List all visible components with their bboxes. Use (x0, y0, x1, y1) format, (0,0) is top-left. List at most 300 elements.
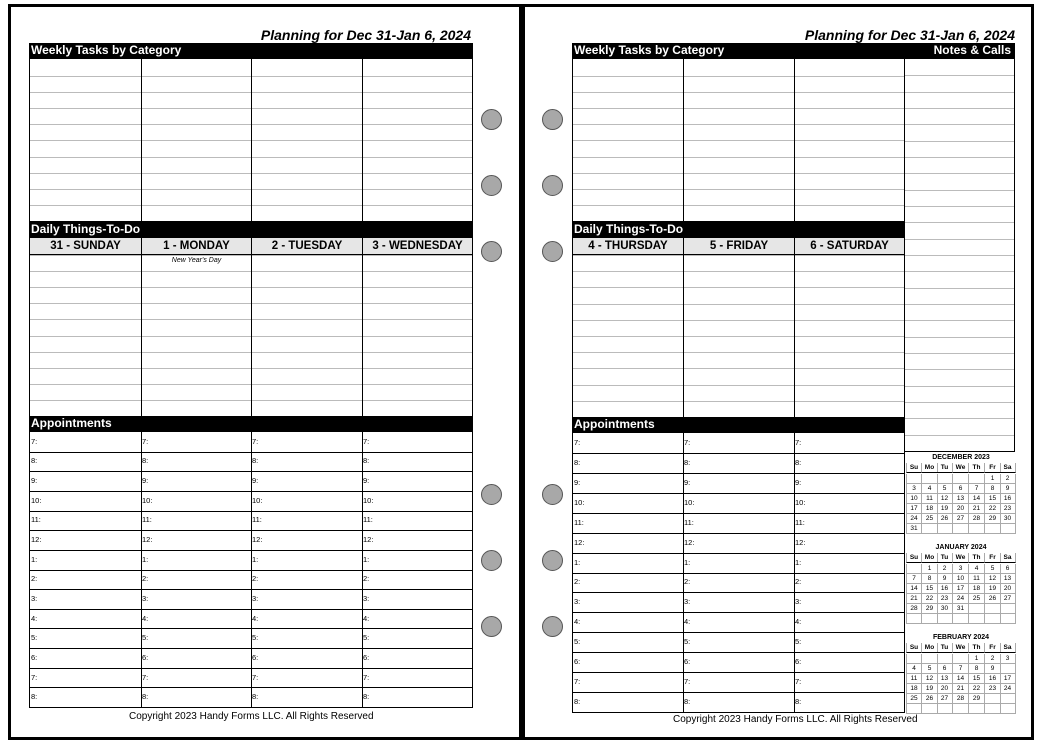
time-label: 8: (142, 692, 149, 701)
weekly-tasks-grid[interactable] (572, 58, 905, 222)
calendar-day: 28 (953, 694, 969, 704)
calendar-day: 9 (937, 574, 953, 584)
time-label: 2: (795, 577, 802, 586)
time-label: 3: (252, 594, 259, 603)
calendar-weekday: Th (969, 643, 985, 653)
ruled-line (573, 304, 904, 305)
ruled-line (573, 553, 904, 554)
time-label: 12: (574, 538, 585, 547)
calendar-day: 2 (985, 654, 1001, 664)
ruled-line (573, 76, 904, 77)
time-label: 6: (684, 657, 691, 666)
time-label: 4: (684, 617, 691, 626)
ruled-line (905, 75, 1014, 76)
time-label: 8: (363, 692, 370, 701)
time-label: 10: (142, 496, 153, 505)
time-label: 12: (795, 538, 806, 547)
time-label: 10: (574, 498, 585, 507)
time-label: 10: (252, 496, 263, 505)
time-label: 8: (574, 458, 581, 467)
calendar-day: 23 (1000, 504, 1016, 514)
time-label: 2: (684, 577, 691, 586)
calendar-weekday: Su (906, 553, 922, 563)
calendar-title: DECEMBER 2023 (932, 454, 990, 461)
calendar-day: 4 (906, 664, 922, 674)
daily-todo-grid[interactable] (572, 237, 905, 418)
notes-calls-grid[interactable] (904, 58, 1015, 452)
ruled-line (573, 612, 904, 613)
time-label: 7: (142, 437, 149, 446)
weekly-tasks-header (29, 43, 473, 58)
calendar-day: 28 (906, 604, 922, 614)
calendar-title: FEBRUARY 2024 (932, 634, 990, 641)
binder-hole (542, 616, 563, 637)
time-label: 7: (795, 438, 802, 447)
ruled-line (573, 652, 904, 653)
calendar-day: 24 (906, 514, 922, 524)
time-label: 1: (795, 558, 802, 567)
time-label: 6: (142, 653, 149, 662)
ruled-line (573, 205, 904, 206)
calendar-day (969, 614, 985, 624)
calendar-weekday: We (953, 643, 969, 653)
day-header: 6 - SATURDAY (794, 238, 904, 255)
time-label: 8: (142, 456, 149, 465)
column-divider (683, 255, 684, 417)
time-label: 4: (574, 617, 581, 626)
ruled-line (573, 157, 904, 158)
calendar-weekday: Fr (985, 643, 1001, 653)
time-label: 4: (795, 617, 802, 626)
calendar-day (1000, 664, 1016, 674)
calendar-day: 3 (906, 484, 922, 494)
time-label: 12: (363, 535, 374, 544)
day-header: 2 - TUESDAY (251, 238, 362, 255)
time-label: 5: (142, 633, 149, 642)
daily-todo-title: Daily Things-To-Do (574, 222, 684, 236)
ruled-line (905, 271, 1014, 272)
calendar-day: 29 (922, 604, 938, 614)
calendar-day: 25 (969, 594, 985, 604)
binder-hole (542, 484, 563, 505)
time-label: 7: (252, 673, 259, 682)
ruled-line (573, 368, 904, 369)
calendar-day: 23 (985, 684, 1001, 694)
calendar-day: 19 (937, 504, 953, 514)
calendar-day (1000, 694, 1016, 704)
calendar-day: 26 (985, 594, 1001, 604)
time-label: 7: (795, 677, 802, 686)
time-label: 1: (363, 555, 370, 564)
binder-hole (481, 241, 502, 262)
calendar-day: 13 (953, 494, 969, 504)
calendar-day: 30 (937, 604, 953, 614)
time-label: 9: (363, 476, 370, 485)
binder-hole (542, 241, 563, 262)
time-label: 2: (574, 577, 581, 586)
time-label: 8: (252, 456, 259, 465)
time-label: 1: (684, 558, 691, 567)
calendar-day: 27 (953, 514, 969, 524)
calendar-weekday: We (953, 553, 969, 563)
column-divider (251, 255, 252, 416)
calendar-day: 16 (937, 584, 953, 594)
time-label: 3: (795, 597, 802, 606)
calendar-day (985, 604, 1001, 614)
calendar-weekday: Fr (985, 553, 1001, 563)
calendar-day (922, 474, 938, 484)
ruled-line (905, 320, 1014, 321)
calendar-day: 22 (985, 504, 1001, 514)
copyright: Copyright 2023 Handy Forms LLC. All Rights Reserved (129, 711, 374, 722)
calendar-day: 29 (985, 514, 1001, 524)
ruled-line (905, 222, 1014, 223)
time-label: 11: (795, 518, 805, 527)
time-label: 8: (252, 692, 259, 701)
calendar-weekday: Su (906, 463, 922, 473)
calendar-day: 29 (969, 694, 985, 704)
time-label: 3: (574, 597, 581, 606)
calendar-day: 22 (969, 684, 985, 694)
time-label: 10: (684, 498, 695, 507)
calendar-weekday: Su (906, 643, 922, 653)
appointments-title: Appointments (31, 416, 112, 430)
daily-todo-title: Daily Things-To-Do (31, 222, 141, 236)
time-label: 5: (684, 637, 691, 646)
calendar-day: 31 (906, 524, 922, 534)
time-label: 9: (31, 476, 38, 485)
column-divider (794, 59, 795, 221)
column-divider (362, 59, 363, 221)
column-divider (794, 255, 795, 417)
calendar-day: 10 (953, 574, 969, 584)
appointments-title: Appointments (574, 417, 655, 431)
time-label: 7: (574, 677, 581, 686)
calendar-day: 2 (1000, 474, 1016, 484)
time-label: 12: (142, 535, 153, 544)
calendar-day: 11 (969, 574, 985, 584)
calendar-day: 20 (1000, 584, 1016, 594)
calendar-day (969, 524, 985, 534)
calendar-weekday: We (953, 463, 969, 473)
column-divider (251, 432, 252, 707)
calendar-day: 17 (906, 504, 922, 514)
ruled-line (573, 336, 904, 337)
calendar-day (906, 564, 922, 574)
calendar-day: 21 (969, 504, 985, 514)
daily-todo-grid[interactable] (29, 237, 473, 417)
calendar-day: 24 (1000, 684, 1016, 694)
ruled-line (905, 435, 1014, 436)
calendar-day: 12 (922, 674, 938, 684)
calendar-day: 12 (985, 574, 1001, 584)
time-label: 10: (31, 496, 42, 505)
ruled-line (905, 157, 1014, 158)
time-label: 7: (684, 438, 691, 447)
calendar-weekday: Th (969, 463, 985, 473)
time-label: 5: (363, 633, 370, 642)
column-divider (683, 433, 684, 712)
appointments-header (572, 417, 905, 432)
calendar-day: 16 (985, 674, 1001, 684)
calendar-day: 25 (922, 514, 938, 524)
time-label: 2: (363, 574, 370, 583)
calendar-day (922, 614, 938, 624)
calendar-weekday: Tu (937, 553, 953, 563)
calendar-weekday: Fr (985, 463, 1001, 473)
ruled-line (573, 173, 904, 174)
column-divider (362, 255, 363, 416)
calendar-day (1000, 704, 1016, 714)
time-label: 8: (574, 697, 581, 706)
time-label: 8: (31, 456, 38, 465)
ruled-line (573, 632, 904, 633)
calendar-day: 10 (906, 494, 922, 504)
calendar-weekday: Tu (937, 463, 953, 473)
calendar-day: 28 (969, 514, 985, 524)
calendar-day: 20 (937, 684, 953, 694)
time-label: 4: (252, 614, 259, 623)
appointments-grid[interactable] (29, 431, 473, 708)
calendar-day (906, 654, 922, 664)
time-label: 1: (142, 555, 149, 564)
time-label: 7: (252, 437, 259, 446)
calendar-day: 21 (953, 684, 969, 694)
appointments-grid[interactable] (572, 432, 905, 713)
calendar-day: 5 (937, 484, 953, 494)
time-label: 7: (684, 677, 691, 686)
calendar-day: 11 (906, 674, 922, 684)
time-label: 5: (574, 637, 581, 646)
calendar-day: 27 (1000, 594, 1016, 604)
calendar-day: 15 (985, 494, 1001, 504)
calendar-day: 4 (969, 564, 985, 574)
ruled-line (905, 190, 1014, 191)
ruled-line (573, 352, 904, 353)
page-title: Planning for Dec 31-Jan 6, 2024 (804, 27, 1015, 43)
ruled-line (905, 418, 1014, 419)
calendar-day (906, 704, 922, 714)
column-divider (141, 59, 142, 221)
calendar-weekday: Mo (922, 463, 938, 473)
calendar-day (985, 614, 1001, 624)
calendar-day: 19 (922, 684, 938, 694)
calendar-day: 7 (906, 574, 922, 584)
calendar-day: 18 (906, 684, 922, 694)
time-label: 8: (684, 697, 691, 706)
calendar-day: 1 (969, 654, 985, 664)
time-label: 9: (574, 478, 581, 487)
ruled-line (573, 124, 904, 125)
weekly-tasks-title: Weekly Tasks by Category (31, 43, 182, 57)
calendar-day: 8 (969, 664, 985, 674)
time-label: 7: (142, 673, 149, 682)
calendar-day (906, 614, 922, 624)
calendar-day: 6 (937, 664, 953, 674)
time-label: 9: (142, 476, 149, 485)
notes-calls-title: Notes & Calls (933, 43, 1011, 57)
calendar-day: 9 (1000, 484, 1016, 494)
ruled-line (905, 255, 1014, 256)
ruled-line (573, 453, 904, 454)
time-label: 3: (684, 597, 691, 606)
calendar-day (953, 654, 969, 664)
time-label: 1: (31, 555, 38, 564)
calendar-day: 9 (985, 664, 1001, 674)
time-label: 10: (795, 498, 806, 507)
calendar-day: 7 (969, 484, 985, 494)
appointments-header (29, 416, 473, 431)
ruled-line (905, 353, 1014, 354)
calendar-day (953, 474, 969, 484)
calendar-day: 19 (985, 584, 1001, 594)
calendar-day (1000, 524, 1016, 534)
time-label: 7: (31, 437, 38, 446)
ruled-line (905, 206, 1014, 207)
ruled-line (905, 304, 1014, 305)
time-label: 3: (142, 594, 149, 603)
time-label: 6: (252, 653, 259, 662)
time-label: 11: (363, 515, 373, 524)
holiday-label: New Year's Day (171, 257, 222, 264)
ruled-line (573, 140, 904, 141)
calendar-day (953, 704, 969, 714)
time-label: 6: (31, 653, 38, 662)
day-header: 5 - FRIDAY (683, 238, 794, 255)
time-label: 8: (363, 456, 370, 465)
calendar-day: 26 (937, 514, 953, 524)
weekly-tasks-header (572, 43, 1015, 58)
day-header: 31 - SUNDAY (30, 238, 141, 255)
binder-hole (481, 550, 502, 571)
ruled-line (573, 513, 904, 514)
day-header: 3 - WEDNESDAY (362, 238, 472, 255)
calendar-day: 11 (922, 494, 938, 504)
time-label: 8: (31, 692, 38, 701)
calendar-weekday: Mo (922, 553, 938, 563)
time-label: 12: (31, 535, 42, 544)
calendar-day (937, 524, 953, 534)
ruled-line (905, 386, 1014, 387)
calendar-day (985, 524, 1001, 534)
calendar-day: 14 (906, 584, 922, 594)
calendar-day (953, 524, 969, 534)
page-title: Planning for Dec 31-Jan 6, 2024 (260, 27, 471, 43)
calendar-day (1000, 604, 1016, 614)
time-label: 4: (142, 614, 149, 623)
time-label: 2: (31, 574, 38, 583)
binder-hole (542, 550, 563, 571)
time-label: 6: (574, 657, 581, 666)
time-label: 9: (252, 476, 259, 485)
left-page (8, 4, 522, 740)
time-label: 11: (684, 518, 694, 527)
binder-hole (542, 109, 563, 130)
column-divider (794, 433, 795, 712)
binder-hole (481, 484, 502, 505)
column-divider (251, 59, 252, 221)
calendar-day: 8 (985, 484, 1001, 494)
calendar-day (922, 704, 938, 714)
calendar-day: 22 (922, 594, 938, 604)
calendar-day: 4 (922, 484, 938, 494)
ruled-line (573, 385, 904, 386)
time-label: 4: (31, 614, 38, 623)
calendar-day (937, 614, 953, 624)
calendar-day (906, 474, 922, 484)
time-label: 2: (142, 574, 149, 583)
calendar-weekday: Mo (922, 643, 938, 653)
time-label: 8: (795, 458, 802, 467)
time-label: 2: (252, 574, 259, 583)
column-divider (141, 255, 142, 416)
calendar-day (937, 654, 953, 664)
calendar-day: 6 (953, 484, 969, 494)
binder-hole (481, 175, 502, 196)
calendar-day: 7 (953, 664, 969, 674)
ruled-line (573, 189, 904, 190)
calendar-day: 15 (922, 584, 938, 594)
time-label: 3: (363, 594, 370, 603)
calendar-day: 3 (953, 564, 969, 574)
weekly-tasks-title: Weekly Tasks by Category (574, 43, 725, 57)
calendar-weekday: Tu (937, 643, 953, 653)
calendar-day: 20 (953, 504, 969, 514)
calendar-day: 8 (922, 574, 938, 584)
day-header: 4 - THURSDAY (573, 238, 683, 255)
calendar-day: 5 (922, 664, 938, 674)
calendar-day (953, 614, 969, 624)
binder-hole (481, 109, 502, 130)
weekly-tasks-grid[interactable] (29, 58, 473, 222)
column-divider (362, 432, 363, 707)
time-label: 5: (31, 633, 38, 642)
daily-todo-header (572, 222, 905, 237)
time-label: 12: (684, 538, 695, 547)
ruled-line (573, 255, 904, 256)
calendar-day: 14 (969, 494, 985, 504)
ruled-line (573, 672, 904, 673)
ruled-line (573, 287, 904, 288)
calendar-day (969, 604, 985, 614)
time-label: 5: (252, 633, 259, 642)
time-label: 4: (363, 614, 370, 623)
calendar-weekday: Sa (1000, 553, 1016, 563)
column-divider (141, 432, 142, 707)
calendar-day: 17 (1000, 674, 1016, 684)
ruled-line (905, 124, 1014, 125)
calendar-day: 1 (985, 474, 1001, 484)
ruled-line (573, 108, 904, 109)
time-label: 1: (252, 555, 259, 564)
time-label: 3: (31, 594, 38, 603)
column-divider (683, 59, 684, 221)
ruled-line (573, 692, 904, 693)
ruled-line (573, 473, 904, 474)
calendar-day: 31 (953, 604, 969, 614)
time-label: 9: (684, 478, 691, 487)
time-label: 7: (574, 438, 581, 447)
ruled-line (573, 92, 904, 93)
calendar-day (937, 474, 953, 484)
time-label: 11: (574, 518, 584, 527)
ruled-line (573, 401, 904, 402)
time-label: 11: (31, 515, 41, 524)
calendar-day: 17 (953, 584, 969, 594)
copyright: Copyright 2023 Handy Forms LLC. All Rights Reserved (673, 714, 918, 725)
daily-todo-header (29, 222, 473, 237)
calendar-day: 15 (969, 674, 985, 684)
